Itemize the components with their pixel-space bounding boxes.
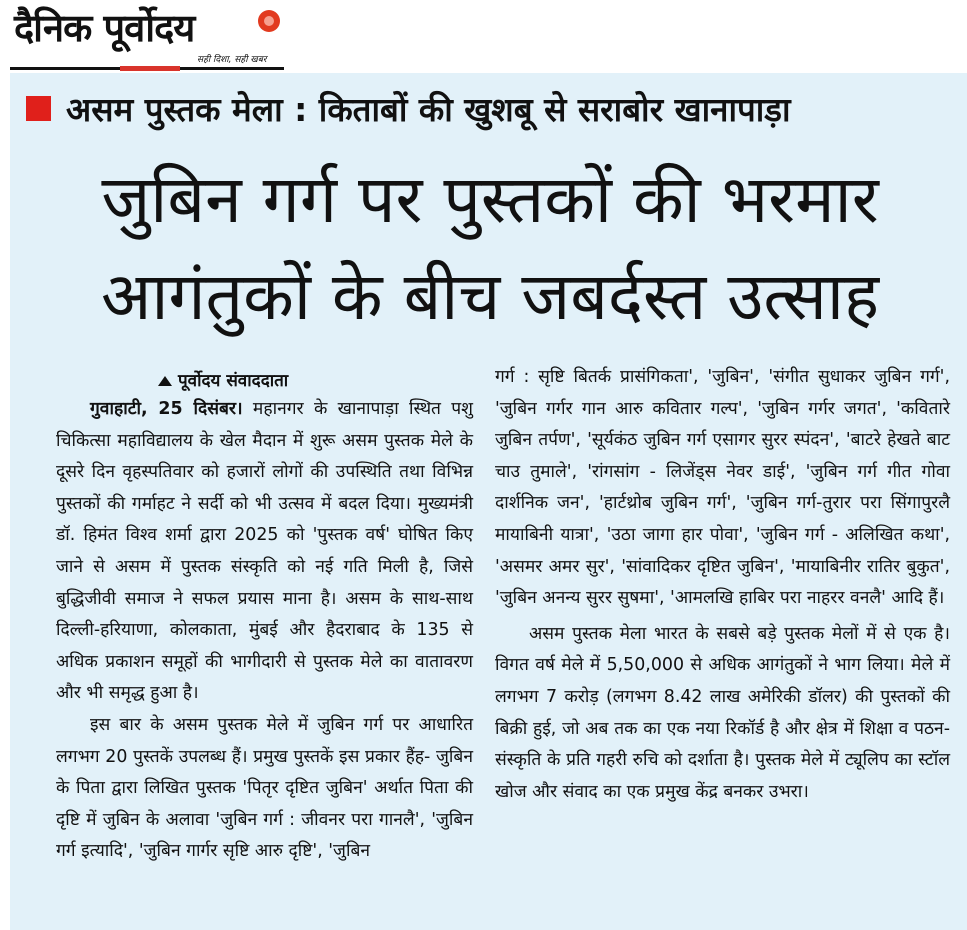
- headline-line-1: जुबिन गर्ग पर पुस्तकों की भरमार: [101, 161, 879, 238]
- byline: पूर्वोदय संवाददाता: [178, 371, 289, 391]
- paragraph-1-text: महानगर के खानापाड़ा स्थित पशु चिकित्सा महाविद्यालय के खेल मैदान में शुरू असम पुस्तक मेले के दूसरे दिन वृहस्पतिवार को हजारों लोगों की उपस्थिति तथा विभिन्न पुस्तकों की गर्माहट ने सर्दी को भी उत्सव में बदल दिया। मुख्यमंत्री डॉ. हिमंत विश्व शर्मा द्वारा 2025 को 'पुस्तक वर्ष' घोषित किए जाने से असम में पुस्तक संस्कृति को नई गति मिली है, जिसे बुद्धिजीवी समाज ने सफल प्रयास माना है। असम के साथ-साथ दिल्ली-हरियाणा, कोलकाता, मुंबई और हैदराबाद के 135 से अधिक प्रकाशन समूहों की भागीदारी से पुस्तक मेले का वातावरण और भी समृद्ध हुआ है।: [56, 399, 473, 704]
- paragraph-1: [56, 394, 473, 710]
- logo-underline-accent: [120, 66, 180, 71]
- byline-triangle-icon: [158, 376, 172, 386]
- dateline: गुवाहाटी, 25 दिसंबर।: [90, 399, 243, 419]
- article-column-right: [495, 362, 950, 808]
- paragraph-3: असम पुस्तक मेला भारत के सबसे बड़े पुस्तक मेलों में से एक है। विगत वर्ष मेले में 5,50,000 से अधिक आगंतुकों ने भाग लिया। मेले में लगभग 7 करोड़ (लगभग 8.42 लाख अमेरिकी डॉलर) की पुस्तकों की बिक्री हुई, जो अब तक का एक नया रिकॉर्ड है और क्षेत्र में शिक्षा व पठन-संस्कृति के प्रति गहरी रुचि को दर्शाता है। पुस्तक मेले में ट्यूलिप का स्टॉल खोज और संवाद का एक प्रमुख केंद्र बनकर उभरा।: [495, 623, 950, 802]
- masthead: [0, 0, 967, 73]
- headline-line-2: आगंतुकों के बीच जबर्दस्त उत्साह: [100, 258, 880, 335]
- article-kicker: असम पुस्तक मेला : किताबों की खुशबू से सराबोर खानापाड़ा: [66, 90, 791, 129]
- paragraph-2: इस बार के असम पुस्तक मेले में जुबिन गर्ग पर आधारित लगभग 20 पुस्तकें उपलब्ध हैं। प्रमुख पुस्तकें इस प्रकार हैंह- जुबिन के पिता द्वारा लिखित पुस्तक 'पितृर दृष्टित जुबिन' अर्थात पिता की दृष्टि में जुबिन के अलावा 'जुबिन गर्ग : जीवनर परा गानलै', 'जुबिन गर्ग इत्यादि', 'जुबिन गार्गर सृष्टि आरु दृष्टि', 'जुबिन: [56, 714, 473, 862]
- newspaper-logo: दैनिक पूर्वोदय: [14, 6, 195, 50]
- article-column-left: [56, 394, 473, 868]
- logo-circle-icon: [258, 10, 280, 32]
- kicker-square-icon: [26, 96, 51, 121]
- paragraph-2-continued: गर्ग : सृष्टि बितर्क प्रासंगिकता', 'जुबिन', 'संगीत सुधाकर जुबिन गर्ग', 'जुबिन गर्गर गान आरु कवितार गल्प', 'जुबिन गर्गर जगत', 'कवितारे जुबिन तर्पण', 'सूर्यकंठ जुबिन गर्ग एसागर सुरर स्पंदन', 'बाटरे हेखते बाट चाउ तुमाले', 'रांगसांग - लिजेंड्स नेवर डाई', 'जुबिन गर्ग गीत गोवा दार्शनिक जन', 'हार्टथ्रोब जुबिन गर्ग', 'जुबिन गर्ग-तुरार परा सिंगापुरलै मायाबिनी यात्रा', 'उठा जागा हार पोवा', 'जुबिन गर्ग - अलिखित कथा', 'असमर अमर सुर', 'सांवादिकर दृष्टित जुबिन', 'मायाबिनीर रातिर बुकुत', 'जुबिन अनन्य सुरर सुषमा', 'आमलखि हाबिर परा नाहरर वनलै' आदि हैं।: [495, 367, 950, 609]
- logo-tagline: सही दिशा, सही खबर: [197, 55, 267, 65]
